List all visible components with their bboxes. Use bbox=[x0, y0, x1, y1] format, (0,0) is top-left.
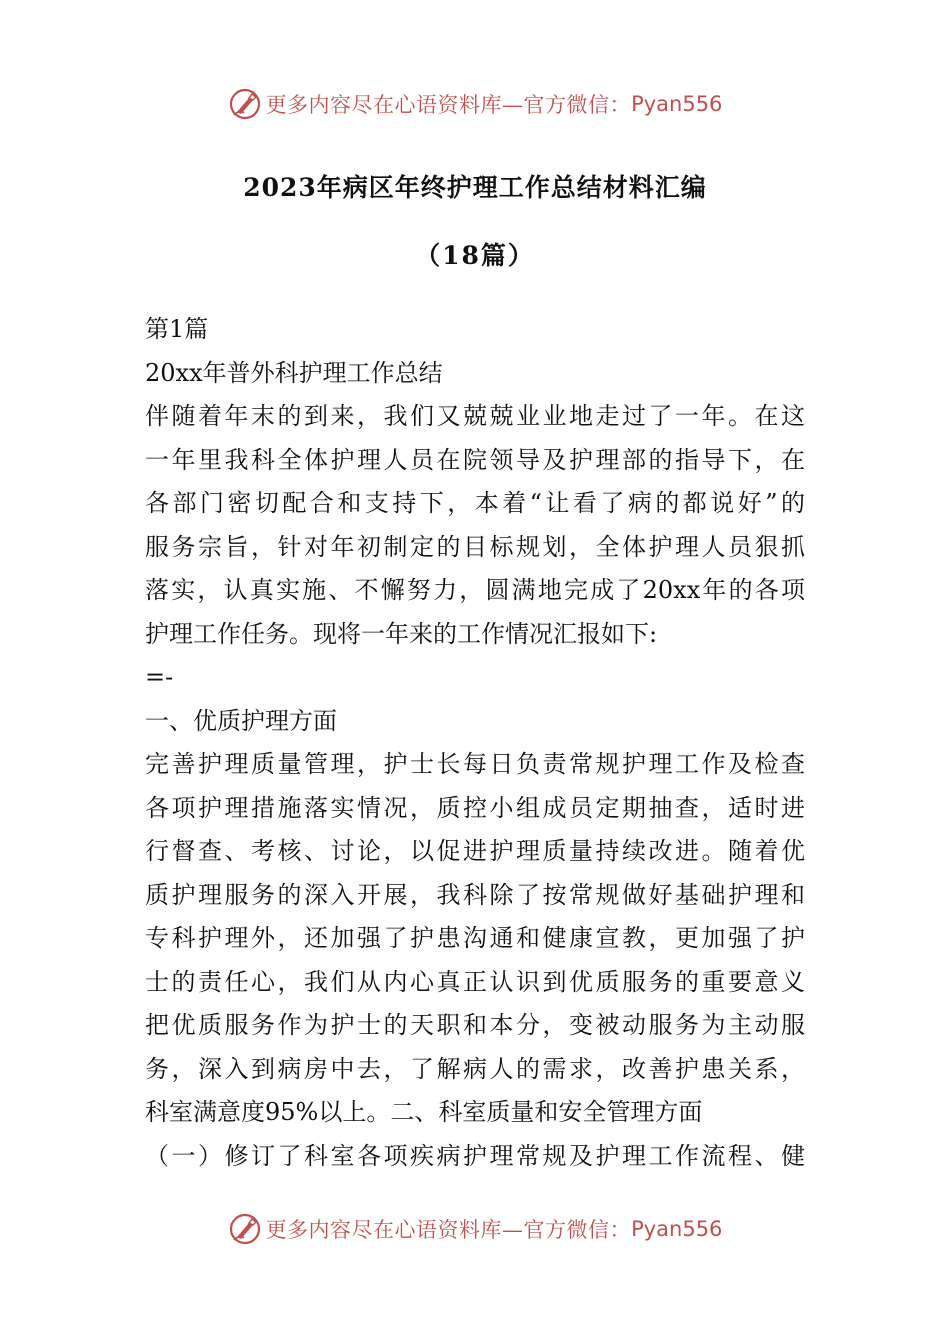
paragraph-line: 务，深入到病房中去，了解病人的需求，改善护患关系， bbox=[145, 1054, 805, 1083]
separator-mark: =- bbox=[145, 663, 174, 691]
paragraph-line: 把优质服务作为护士的天职和本分，变被动服务为主动服 bbox=[145, 1011, 805, 1039]
watermark-text: 更多内容尽在心语资料库—官方微信： bbox=[265, 1218, 632, 1242]
paragraph-line: 各部门密切配合和支持下，本着“让看了病的都说好”的 bbox=[145, 489, 805, 517]
paragraph-line: 伴随着年末的到来，我们又兢兢业业地走过了一年。在这 bbox=[145, 402, 805, 430]
document-subtitle: （18篇） bbox=[415, 241, 535, 270]
document-title: 2023年病区年终护理工作总结材料汇编 bbox=[243, 173, 707, 202]
watermark-text: 更多内容尽在心语资料库—官方微信： bbox=[265, 93, 632, 117]
paragraph-line: 护理工作任务。现将一年来的工作情况汇报如下: bbox=[145, 619, 658, 648]
article-title: 20xx年普外科护理工作总结 bbox=[145, 358, 443, 387]
paragraph-line: 落实，认真实施、不懈努力，圆满地完成了20xx年的各项 bbox=[145, 576, 805, 604]
footer-watermark bbox=[0, 1209, 950, 1249]
watermark-wechat-id: Pyan556 bbox=[631, 1217, 723, 1241]
paragraph-line: 行督查、考核、讨论，以促进护理质量持续改进。随着优 bbox=[145, 837, 805, 865]
pen-nib-icon bbox=[228, 87, 262, 121]
paragraph-line: 一年里我科全体护理人员在院领导及护理部的指导下，在 bbox=[145, 445, 805, 474]
paragraph-line: 质护理服务的深入开展，我科除了按常规做好基础护理和 bbox=[145, 880, 805, 909]
paragraph-line: 完善护理质量管理，护士长每日负责常规护理工作及检查 bbox=[145, 750, 805, 778]
section-heading: 一、优质护理方面 bbox=[145, 706, 337, 735]
document-body bbox=[145, 308, 805, 1178]
header-watermark bbox=[0, 84, 950, 124]
paragraph-line: 专科护理外，还加强了护患沟通和健康宣教，更加强了护 bbox=[145, 924, 805, 952]
paragraph-line: （一）修订了科室各项疾病护理常规及护理工作流程、健 bbox=[145, 1141, 805, 1170]
paragraph-line: 各项护理措施落实情况，质控小组成员定期抽查，适时进 bbox=[145, 793, 805, 822]
paragraph-line: 服务宗旨，针对年初制定的目标规划，全体护理人员狠抓 bbox=[145, 532, 805, 561]
paragraph-line: 士的责任心，我们从内心真正认识到优质服务的重要意义 bbox=[145, 967, 805, 996]
pen-nib-icon bbox=[228, 1212, 262, 1246]
chapter-heading: 第1篇 bbox=[145, 315, 209, 343]
watermark-wechat-id: Pyan556 bbox=[631, 92, 723, 116]
paragraph-line: 科室满意度95%以上。二、科室质量和安全管理方面 bbox=[145, 1098, 703, 1126]
